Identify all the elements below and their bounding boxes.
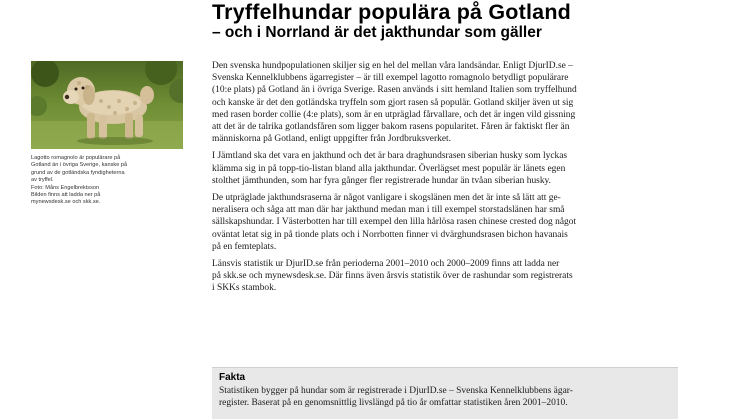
paragraph-jamtland (212, 150, 674, 187)
text-line: register. Baserat på en genomsnittlig livslängd på tio år omfattar statistiken åren 2001–2010. (219, 398, 568, 408)
article-headline: Tryffelhundar populära på Gotland (212, 0, 571, 24)
text-line: i SKKs stambok. (212, 283, 277, 294)
fakta-text (219, 385, 675, 409)
text-line: stolthet jämthunden, som har fyra gånger fler registrerade hundar än tvåan siberian husky. (212, 175, 552, 186)
paragraph-jakthundsraser (212, 192, 674, 253)
caption-line: Gotland än i övriga Sverige, kanske på (31, 162, 128, 169)
fakta-box (212, 367, 678, 419)
text-line: Svenska Kennelklubbens ägarregister – är till exempel lagotto romagnolo betydligt populärare (212, 73, 569, 84)
lagotto-romagnolo-dog-photo (31, 61, 183, 149)
fakta-title: Fakta (219, 372, 246, 383)
photo-caption (31, 155, 181, 207)
text-line: oväntat letat sig in på tionde plats och i Norrbotten finner vi dvärghundsrasen bichon havanais (212, 229, 568, 240)
photo-credit: Foto: Måns Engelbrektsson (31, 184, 100, 191)
paragraph-gotland (212, 60, 674, 145)
caption-line: mynewsdesk.se och skk.se. (31, 199, 101, 206)
text-line: Statistiken bygger på hundar som är registrerade i DjurID.se – Svenska Kennelklubbens ägar- (219, 386, 573, 396)
text-line: Den svenska hundpopulationen skiljer sig en hel del mellan våra landsändar. Enligt DjurID.se – (212, 61, 573, 71)
text-line: (10:e plats) på Gotland än i övriga Sverige. Rasen används i sitt hemland Italien som tryffelhund (212, 85, 577, 96)
caption-line: grund av de gotländska fyndigheterna (31, 169, 125, 176)
caption-line: Lagotto romagnolo är populärare på (31, 155, 121, 161)
text-line: I Jämtland ska det vara en jakthund och det är bara draghundsrasen siberian husky som lyckas (212, 151, 568, 162)
article-subheadline: – och i Norrland är det jakthundar som gäller (212, 24, 542, 41)
text-line: på skk.se och mynewsdesk.se. Där finns även årsvis statistik över de rashundar som registrerats (212, 271, 573, 282)
text-line: och kanske är det den gotländska tryffeln som gjort rasen så populär. Gotland skiljer även ut sig (212, 97, 574, 108)
text-line: människorna på Gotland, enligt uppgifter från Jordbruksverket. (212, 134, 452, 145)
text-line: med rasen border collie (4:e plats), som är en utpräglad fårvallare, och det är ingen vild gissning (212, 109, 576, 120)
text-line: Länsvis statistik ur DjurID.se från perioderna 2001–2010 och 2000–2009 finns att ladda ner (212, 259, 560, 270)
caption-line: av tryffel. (31, 177, 54, 184)
article-body (212, 60, 674, 300)
text-line: De utpräglade jakthundsraserna är något vanligare i skogslänen men det är inte så lätt att ge- (212, 193, 561, 204)
text-line: på en femteplats. (212, 241, 277, 252)
caption-line: Bilden finns att ladda ner på (31, 192, 101, 199)
paragraph-statistik (212, 258, 674, 295)
text-line: att det är de talrika gotlandsfåren som ligger bakom rasens popularitet. Fåren är faktiskt fler än (212, 122, 570, 133)
text-line: sällskapshundar. I Västerbotten har till exempel den lilla hårlösa rasen chinese crested dog något (212, 217, 577, 228)
text-line: klämma sig in på topp-tio-listan bland alla jakthundar. Överlägset mest populär är länets egen (212, 163, 566, 174)
text-line: neralisera och såga att man där har jakthund medan man i till exempel storstadslänen har små (212, 205, 565, 216)
